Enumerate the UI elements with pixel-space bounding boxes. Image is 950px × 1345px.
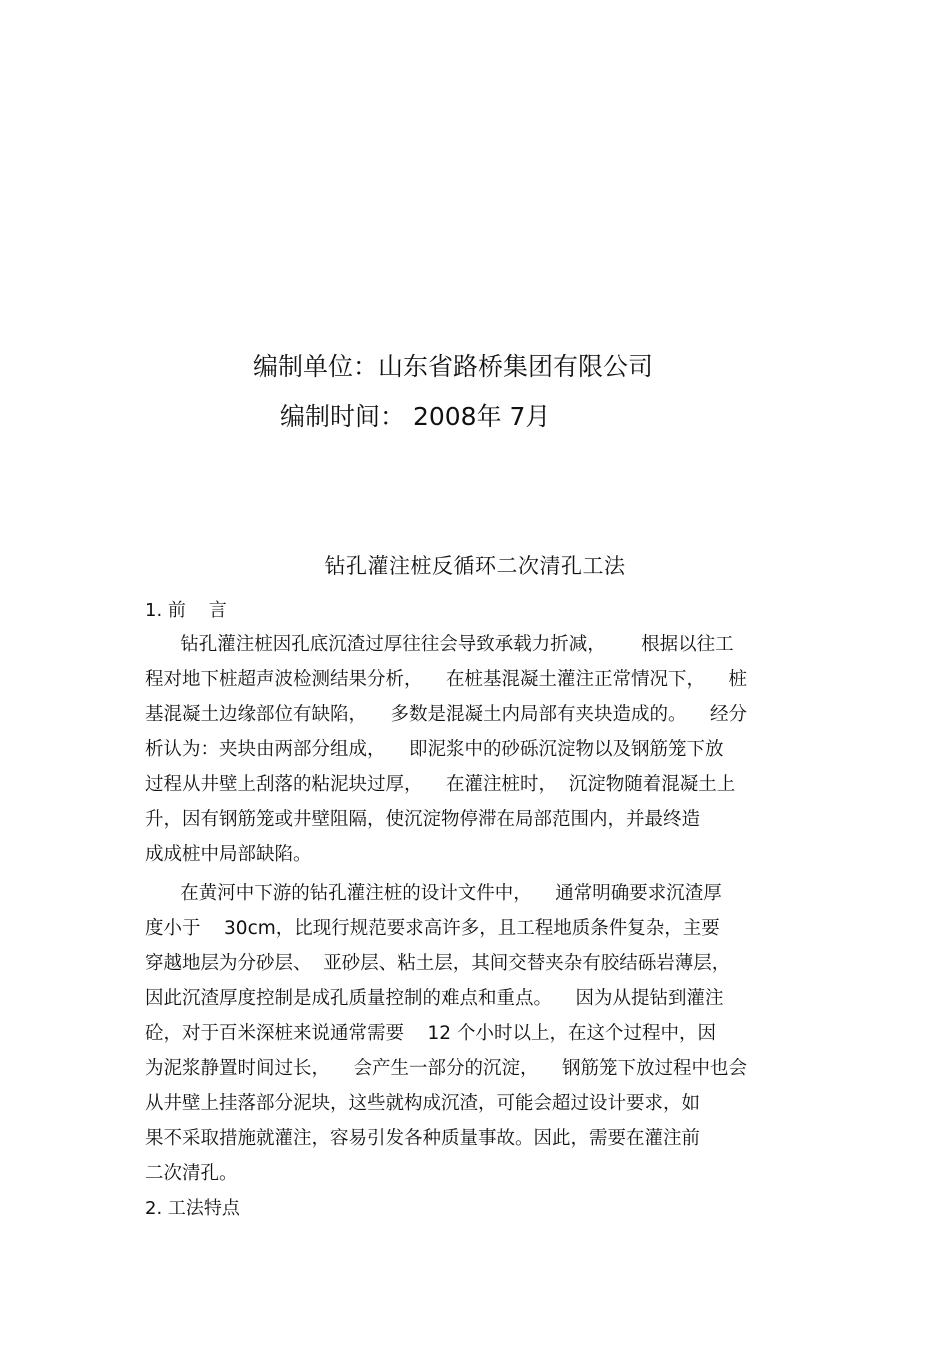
- section-heading-preface: 1. 前 言: [145, 600, 227, 621]
- paragraph-line: 因此沉渣厚度控制是成孔质量控制的难点和重点。 因为从提钻到灌注: [145, 988, 724, 1009]
- section-heading-features: 2. 工法特点: [145, 1198, 240, 1219]
- paragraph-line: 基混凝土边缘部位有缺陷， 多数是混凝土内局部有夹块造成的。 经分: [145, 704, 748, 725]
- paragraph-line: 析认为：夹块由两部分组成， 即泥浆中的砂砾沉淀物以及钢筋笼下放: [145, 739, 724, 760]
- compiling-date: 编制时间： 2008年 7月: [280, 402, 551, 431]
- paragraph-line: 过程从井壁上刮落的粘泥块过厚， 在灌注桩时， 沉淀物随着混凝土上: [145, 774, 736, 795]
- paragraph-line: 二次清孔。: [145, 1163, 238, 1184]
- paragraph-line: 钻孔灌注桩因孔底沉渣过厚往往会导致承载力折减， 根据以往工: [145, 634, 734, 655]
- paragraph-line: 为泥浆静置时间过长， 会产生一部分的沉淀， 钢筋笼下放过程中也会: [145, 1058, 748, 1079]
- paragraph-line: 在黄河中下游的钻孔灌注桩的设计文件中， 通常明确要求沉渣厚: [145, 883, 722, 904]
- paragraph-line: 升，因有钢筋笼或井壁阻隔，使沉淀物停滞在局部范围内，并最终造: [145, 809, 701, 830]
- paragraph-line: 度小于 30cm，比现行规范要求高许多，且工程地质条件复杂，主要: [145, 918, 720, 939]
- paragraph-line: 砼，对于百米深桩来说通常需要 12 个小时以上，在这个过程中，因: [145, 1023, 716, 1044]
- paragraph-line: 程对地下桩超声波检测结果分析， 在桩基混凝土灌注正常情况下， 桩: [145, 669, 748, 690]
- paragraph-line: 果不采取措施就灌注，容易引发各种质量事故。因此，需要在灌注前: [145, 1128, 701, 1149]
- preface-paragraph-1: [145, 627, 815, 872]
- paragraph-line: 成成桩中局部缺陷。: [145, 844, 312, 865]
- paragraph-line: 从井壁上挂落部分泥块，这些就构成沉渣，可能会超过设计要求，如: [145, 1093, 701, 1114]
- preface-paragraph-2: [145, 876, 815, 1191]
- document-title: 钻孔灌注桩反循环二次清孔工法: [324, 554, 626, 578]
- paragraph-line: 穿越地层为分砂层、 亚砂层、粘土层，其间交替夹杂有胶结砾岩薄层，: [145, 953, 731, 974]
- compiling-unit: 编制单位：山东省路桥集团有限公司: [253, 352, 654, 381]
